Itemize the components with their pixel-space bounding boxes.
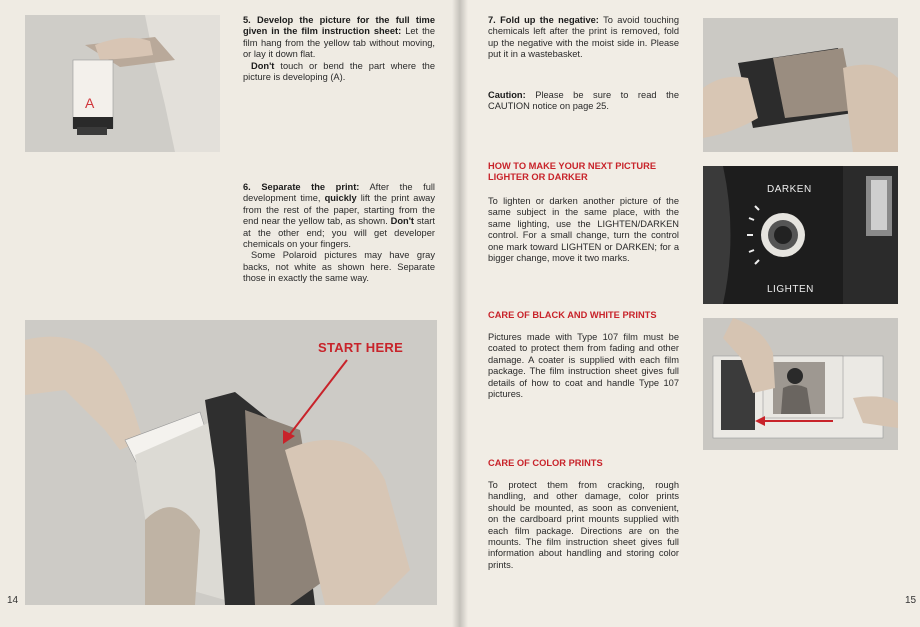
right-page: [460, 0, 920, 627]
step5-text: [243, 15, 435, 83]
step6-p1c: start at the other end; you will get developer chemicals on your fingers.: [243, 216, 435, 250]
book-gutter: [452, 0, 468, 627]
section1-body: To lighten or darken another picture of the same subject in the same place, with the same lighting, use the LIGHTEN/DARKEN control. For a small change, turn the control one mark toward LIGHTEN or DARKEN; for a bigger change, move it two marks.: [488, 196, 679, 264]
step6-number: 6.: [243, 182, 251, 192]
photo-coat-print: [703, 318, 898, 450]
photo-coat-illustration: [703, 318, 898, 450]
step6-dont: Don't: [390, 216, 415, 227]
right-page-number: 15: [905, 595, 917, 606]
photo-lighten-darken-dial: [703, 166, 898, 304]
caution-body: Please be sure to read the CAUTION notice on page 25.: [488, 90, 679, 112]
left-page-number: 14: [7, 595, 19, 606]
photo-separate-illustration: [25, 320, 437, 605]
photo-fold-negative: [703, 18, 898, 152]
section-lighter-darker-heading: [488, 161, 688, 184]
dial-lighten-label: LIGHTEN: [767, 284, 814, 295]
section1-heading-line2: LIGHTER OR DARKER: [488, 172, 588, 183]
step5-number: 5.: [243, 15, 251, 25]
step5-body: Let the film hang from the yellow tab without moving, or lay it down flat.: [243, 26, 435, 60]
step6-p1b: lift the print away from the rest of the paper, starting from the end near the yellow tab, as shown.: [243, 193, 435, 227]
step6-p2: Some Polaroid pictures may have gray backs, not white as shown here. Separate those in exactly the same way.: [243, 250, 435, 284]
section2-body: Pictures made with Type 107 film must be coated to protect them from fading and other damage. A coater is supplied with each film package. The film instruction sheet gives full details of how to coat and handle Type 107 pictures.: [488, 332, 679, 400]
step6-p1a: After the full development time,: [243, 182, 435, 204]
tab-a-label: A: [85, 95, 95, 111]
step5-dont-text: touch or bend the part where the picture is developing (A).: [243, 60, 435, 83]
photo-separate-print: [25, 320, 437, 605]
step5-title: Develop the picture for the full time given in the film instruction sheet:: [243, 15, 435, 37]
step7-body: To avoid touching chemicals left after the print is removed, fold up the negative with the moist side in. Please put it in a wastebasket.: [488, 15, 679, 60]
caution-text: [488, 90, 679, 113]
step6-title: Separate the print:: [261, 182, 360, 192]
section1-heading-line1: HOW TO MAKE YOUR NEXT PICTURE: [488, 161, 657, 171]
step6-quickly: quickly: [324, 193, 357, 204]
dial-darken-label: DARKEN: [767, 184, 812, 195]
section-bw-prints-heading: CARE OF BLACK AND WHITE PRINTS: [488, 310, 657, 320]
photo-develop-illustration: [25, 15, 220, 152]
caution-label: Caution:: [488, 90, 526, 100]
step7-title: Fold up the negative:: [500, 15, 599, 25]
step7-text: [488, 15, 679, 61]
step5-dont: Don't: [251, 60, 275, 71]
photo-develop-picture: [25, 15, 220, 152]
section3-body: To protect them from cracking, rough handling, and other damage, color prints should be mounted, as soon as convenient, on the cardboard print mounts supplied with each film package. Directions are on the mounts. The film instruction sheet gives full information about handling and storing color prints.: [488, 480, 679, 570]
section-color-prints-heading: CARE OF COLOR PRINTS: [488, 458, 603, 468]
start-here-label: START HERE: [318, 340, 404, 355]
photo-fold-illustration: [703, 18, 898, 152]
step7-number: 7.: [488, 15, 496, 25]
step6-text: [243, 182, 435, 285]
